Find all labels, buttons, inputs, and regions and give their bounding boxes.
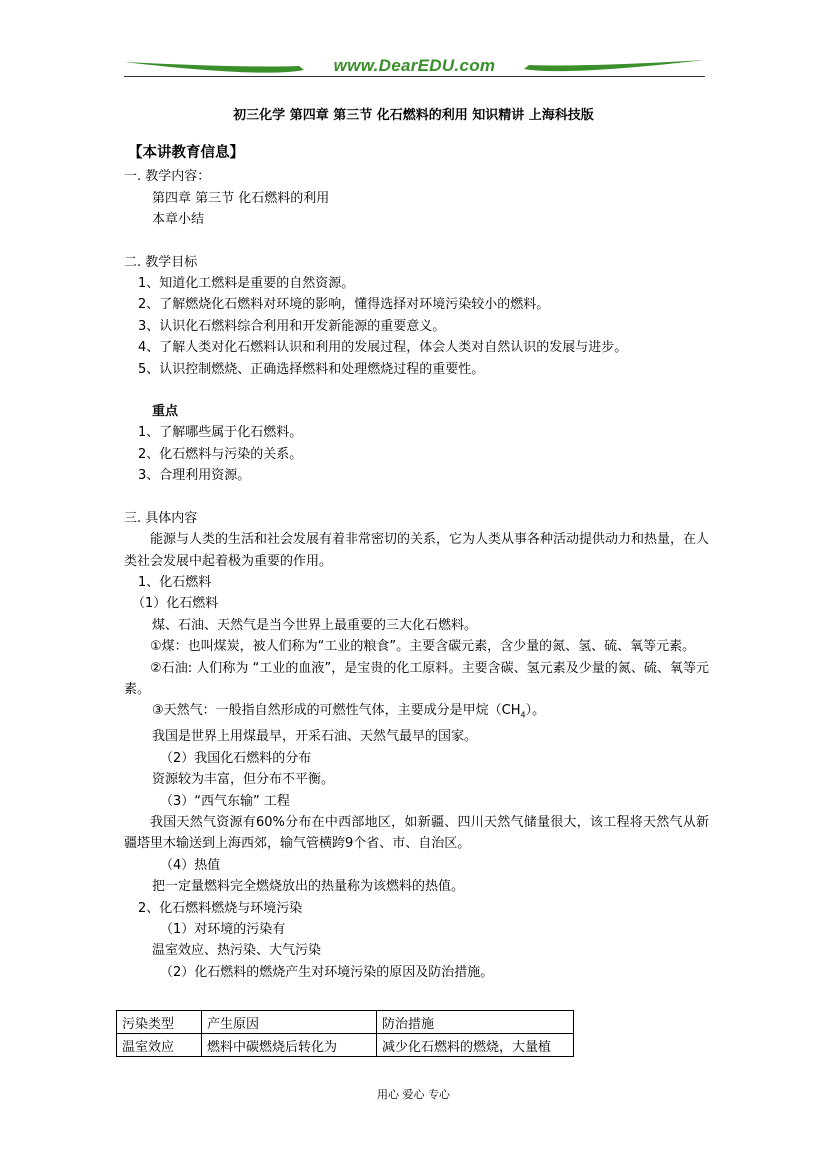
p1-heading: （1）化石燃料 (132, 596, 219, 612)
header-logo (124, 52, 705, 82)
table-cell: 燃料中碳燃烧后转化为 (202, 1034, 377, 1057)
focus-item: 2、化石燃料与污染的关系。 (138, 446, 303, 462)
document-body (124, 143, 709, 983)
china-text: 我国是世界上用煤最早，开采石油、天然气最早的国家。 (152, 729, 478, 745)
pollution-table (116, 1010, 574, 1057)
q1-text: 温室效应、热污染、大气污染 (152, 943, 322, 959)
gas-text-post: ）。 (525, 703, 546, 719)
table-cell: 减少化石燃料的燃烧，大量植 (377, 1034, 574, 1057)
table-header-row (117, 1011, 574, 1034)
logo-text: www.DearEDU.com (333, 56, 496, 75)
q1-heading: （1）对环境的污染有 (160, 922, 286, 937)
gas-text (124, 700, 709, 726)
p4-heading: （4）热值 (160, 857, 221, 873)
table-cell: 温室效应 (117, 1034, 202, 1057)
focus-item: 1、了解哪些属于化石燃料。 (138, 425, 303, 441)
gas-subscript: 4 (520, 710, 526, 720)
table-header-cell: 污染类型 (117, 1011, 202, 1034)
footer-slogan: 用心 爱心 专心 (377, 1088, 450, 1101)
s3-intro: 能源与人类的生活和社会发展有着非常密切的关系，它为人类从事各种活动提供动力和热量，在人类社会发展中起着极为重要的作用。 (124, 532, 710, 569)
s3-heading: 三. 具体内容 (124, 510, 198, 526)
goal-item: 3、认识化石燃料综合利用和开发新能源的重要意义。 (138, 318, 446, 334)
table-header-cell: 防治措施 (377, 1011, 574, 1034)
oil-text: ②石油: 人们称为 “工业的血液”，是宝贵的化工原料。主要含碳、氢元素及少量的氮、硫、氧等元素。 (124, 660, 709, 697)
coal-text: ①煤：也叫煤炭，被人们称为“工业的粮食”。主要含碳元素，含少量的氮、氢、硫、氧等元素。 (150, 639, 696, 655)
p3-text: 我国天然气资源有60%分布在中西部地区，如新疆、四川天然气储量很大，该工程将天然气从新疆塔里木输送到上海西郊，输气管横跨9个省、市、自治区。 (124, 814, 709, 852)
table-header-cell: 产生原因 (202, 1011, 377, 1034)
q2-heading: （2）化石燃料的燃烧产生对环境污染的原因及防治措施。 (160, 964, 494, 980)
s1-line-2: 本章小结 (152, 212, 205, 228)
focus-item: 3、合理利用资源。 (138, 468, 251, 484)
table-row (117, 1034, 574, 1057)
goal-item: 1、知道化工燃料是重要的自然资源。 (138, 276, 355, 292)
section-info-heading: 【本讲教育信息】 (128, 145, 244, 161)
p4-text: 把一定量燃料完全燃烧放出的热量称为该燃料的热值。 (152, 879, 465, 895)
gas-text-pre: ③天然气：一般指自然形成的可燃性气体，主要成分是甲烷（CH (152, 703, 521, 719)
page-title: 初三化学 第四章 第三节 化石燃料的利用 知识精讲 上海科技版 (233, 108, 594, 123)
goal-item: 4、了解人类对化石燃料认识和利用的发展过程，体会人类对自然认识的发展与进步。 (138, 340, 628, 356)
p3-heading: （3）“西气东输” 工程 (160, 793, 290, 809)
s1-line-1: 第四章 第三节 化石燃料的利用 (152, 190, 330, 206)
goal-item: 2、了解燃烧化石燃料对环境的影响，懂得选择对环境污染较小的燃料。 (138, 297, 550, 313)
p2-heading: （2）我国化石燃料的分布 (160, 750, 312, 766)
goal-item: 5、认识控制燃烧、正确选择燃料和处理燃烧过程的重要性。 (138, 361, 485, 377)
focus-heading: 重点 (152, 404, 179, 420)
s2-heading: 二. 教学目标 (124, 254, 198, 270)
s3-sub2: 2、化石燃料燃烧与环境污染 (138, 900, 303, 916)
header-divider (124, 76, 705, 77)
s3-sub1: 1、化石燃料 (138, 574, 212, 590)
p1-text: 煤、石油、天然气是当今世界上最重要的三大化石燃料。 (152, 617, 478, 633)
s1-heading: 一. 教学内容： (124, 169, 211, 185)
p2-text: 资源较为丰富，但分布不平衡。 (152, 772, 335, 788)
